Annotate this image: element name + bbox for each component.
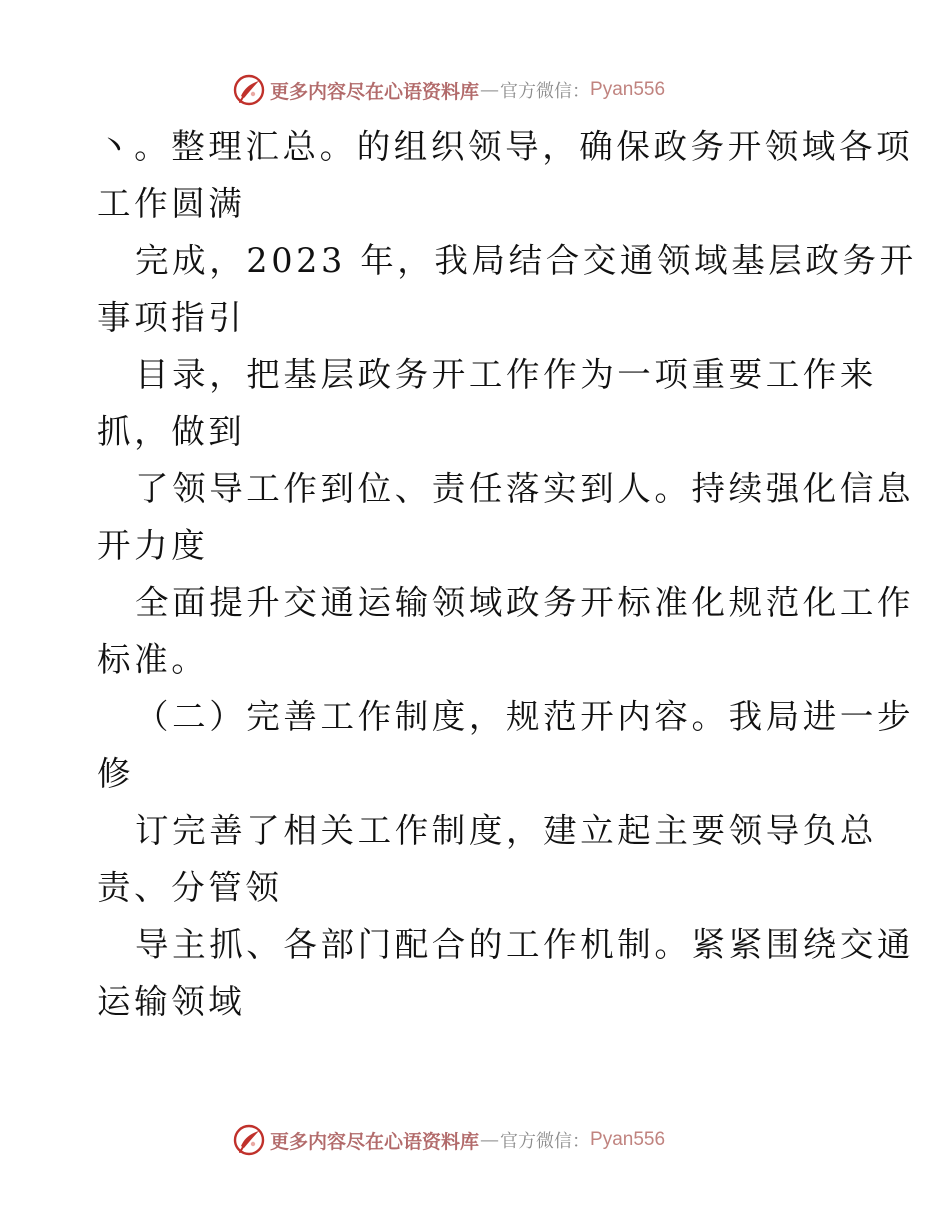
banner-contact-id: Pyan556 [590,79,666,100]
text-line: 开力度 [97,526,209,565]
banner-contact-label: 官方微信： [500,1131,591,1152]
text-line: 事项指引 [97,298,246,337]
brand-logo-icon [232,73,266,107]
text-line: 修 [97,754,135,793]
text-line: 了领导工作到位、责任落实到人。持续强化信息 [135,469,915,508]
text-line: 导主抓、各部门配合的工作机制。紧紧围绕交通 [135,925,915,964]
text-line: 抓，做到 [97,412,246,451]
header-watermark-banner [232,70,712,110]
text-line: 订完善了相关工作制度，建立起主要领导负总 [135,811,877,850]
text-line: 工作圆满 [97,184,246,223]
brand-logo-icon [232,1123,266,1157]
banner-main-text: 更多内容尽在心语资料库 [270,1130,480,1153]
text-line: 完成，2023 年，我局结合交通领域基层政务开 [135,241,917,280]
banner-separator: — [480,1129,500,1151]
text-line: 运输领域 [97,982,246,1021]
text-line: （二）完善工作制度，规范开内容。我局进一步 [135,697,915,736]
banner-separator: — [480,79,500,101]
text-line: 丶。整理汇总。的组织领导，确保政务开领域各项 [97,127,914,166]
text-line: 目录，把基层政务开工作作为一项重要工作来 [135,355,877,394]
banner-contact-label: 官方微信： [500,81,591,102]
banner-contact-id: Pyan556 [590,1129,666,1150]
text-line: 全面提升交通运输领域政务开标准化规范化工作 [135,583,915,622]
footer-watermark-banner [232,1120,712,1160]
text-line: 标准。 [97,640,209,679]
document-body [97,118,917,1030]
text-line: 责、分管领 [97,868,283,907]
banner-main-text: 更多内容尽在心语资料库 [270,80,480,103]
